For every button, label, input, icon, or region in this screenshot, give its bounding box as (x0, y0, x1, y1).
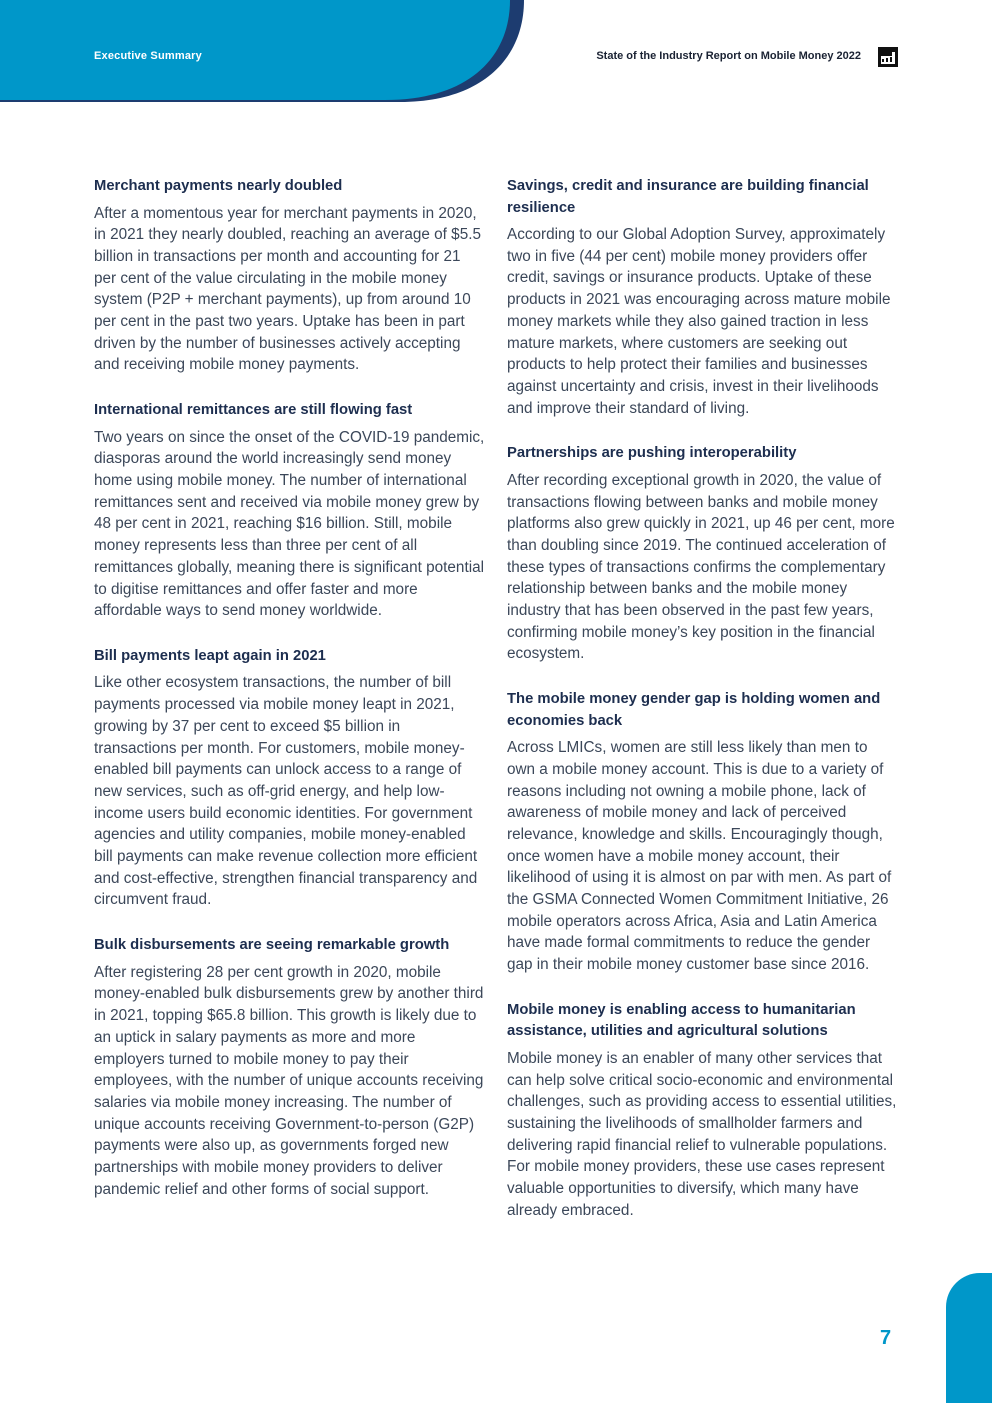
section-partnerships (507, 443, 899, 665)
section-heading: The mobile money gender gap is holding women and economies back (507, 691, 881, 729)
section-body: Across LMICs, women are still less likely than men to own a mobile money account. This is due to a variety of reasons including not owning a mobile phone, lack of awareness of mobile money and lack of perceived relevance, knowledge and skills. Encouragingly though, once women have a mobile money account, their likelihood of using it is almost on par with men. As part of the GSMA Connected Women Commitment Initiative, 26 mobile operators across Africa, Asia and Latin America have made formal commitments to reduce the gender gap in their mobile money customer base since 2016. (507, 739, 892, 974)
section-body: After a momentous year for merchant payments in 2020, in 2021 they nearly doubled, reaching an average of $5.5 billion in transactions per month and accounting for 21 per cent of the value circulating in the mobile money system (P2P + merchant payments), up from around 10 per cent in the past two years. Uptake has been in part driven by the number of businesses actively accepting and receiving mobile money payments. (94, 204, 481, 374)
section-merchant-payments (94, 176, 486, 376)
section-heading: Bulk disbursements are seeing remarkable growth (94, 937, 450, 954)
section-gender-gap (507, 689, 899, 976)
section-label: Executive Summary (94, 50, 202, 62)
left-column (94, 176, 486, 1224)
section-heading: Bill payments leapt again in 2021 (94, 647, 326, 664)
page-number: 7 (880, 1327, 892, 1349)
book-icon[interactable] (878, 47, 898, 67)
side-tab (946, 1273, 992, 1403)
section-heading: International remittances are still flowing fast (94, 402, 413, 419)
section-body: After registering 28 per cent growth in 2020, mobile money-enabled bulk disbursements grew by another third in 2021, topping $65.8 billion. This growth is likely due to an uptick in salary payments as more and more employers turned to mobile money to pay their employees, with the number of unique accounts receiving salaries via mobile money increasing. The number of unique accounts receiving Government-to-person (G2P) payments were also up, as governments forged new partnerships with mobile money providers to deliver pandemic relief and other forms of social support. (94, 963, 484, 1198)
right-column (507, 176, 899, 1246)
section-bulk-disbursements (94, 935, 486, 1200)
section-international-remittances (94, 400, 486, 622)
report-title: State of the Industry Report on Mobile Money 2022 (596, 50, 861, 62)
section-heading: Savings, credit and insurance are building financial resilience (507, 178, 869, 216)
header-banner (0, 0, 560, 110)
section-savings-credit-insurance (507, 176, 899, 419)
section-body: After recording exceptional growth in 2020, the value of transactions flowing between banks and mobile money platforms also grew quickly in 2021, up 46 per cent, more than doubling since 2019. The continued acceleration of these types of transactions confirms the complementary relationship between banks and the mobile money industry that has been observed in the past few years, confirming mobile money’s key position in the financial ecosystem. (507, 471, 895, 663)
section-humanitarian-assistance (507, 1000, 899, 1222)
section-heading: Merchant payments nearly doubled (94, 178, 343, 194)
section-heading: Partnerships are pushing interoperability (507, 445, 797, 462)
section-body: Like other ecosystem transactions, the number of bill payments processed via mobile money leapt in 2021, growing by 37 per cent to exceed $5 billion in transactions per month. For customers, mobile money-enabled bill payments can unlock access to a range of new services, such as off-grid energy, and help low-income users build economic identities. For government agencies and utility companies, mobile money-enabled bill payments can make revenue collection more efficient and cost-effective, strengthen financial transparency and circumvent fraud. (94, 674, 478, 909)
section-body: According to our Global Adoption Survey, approximately two in five (44 per cent) mobile money providers offer credit, savings or insurance products. Uptake of these products in 2021 was encouraging across mature mobile money markets while they also gained traction in less mature markets, where customers are seeking out products to help protect their families and businesses against uncertainty and crisis, invest in their livelihoods and improve their standard of living. (507, 226, 891, 417)
section-heading: Mobile money is enabling access to humanitarian assistance, utilities and agricultural solutions (507, 1001, 856, 1040)
section-body: Mobile money is an enabler of many other services that can help solve critical socio-economic and environmental challenges, such as providing access to essential utilities, sustaining the livelihoods of smallholder farmers and delivering rapid financial relief to vulnerable populations. For mobile money providers, these use cases represent valuable opportunities to diversify, which many have already embraced. (507, 1049, 897, 1219)
section-body: Two years on since the onset of the COVID-19 pandemic, diasporas around the world increasingly send money home using mobile money. The number of international remittances sent and received via mobile money grew by 48 per cent in 2021, reaching $16 billion. Still, mobile money represents less than three per cent of all remittances globally, meaning there is significant potential to digitise remittances and offer faster and more affordable ways to send money worldwide. (94, 428, 485, 620)
section-bill-payments (94, 646, 486, 911)
